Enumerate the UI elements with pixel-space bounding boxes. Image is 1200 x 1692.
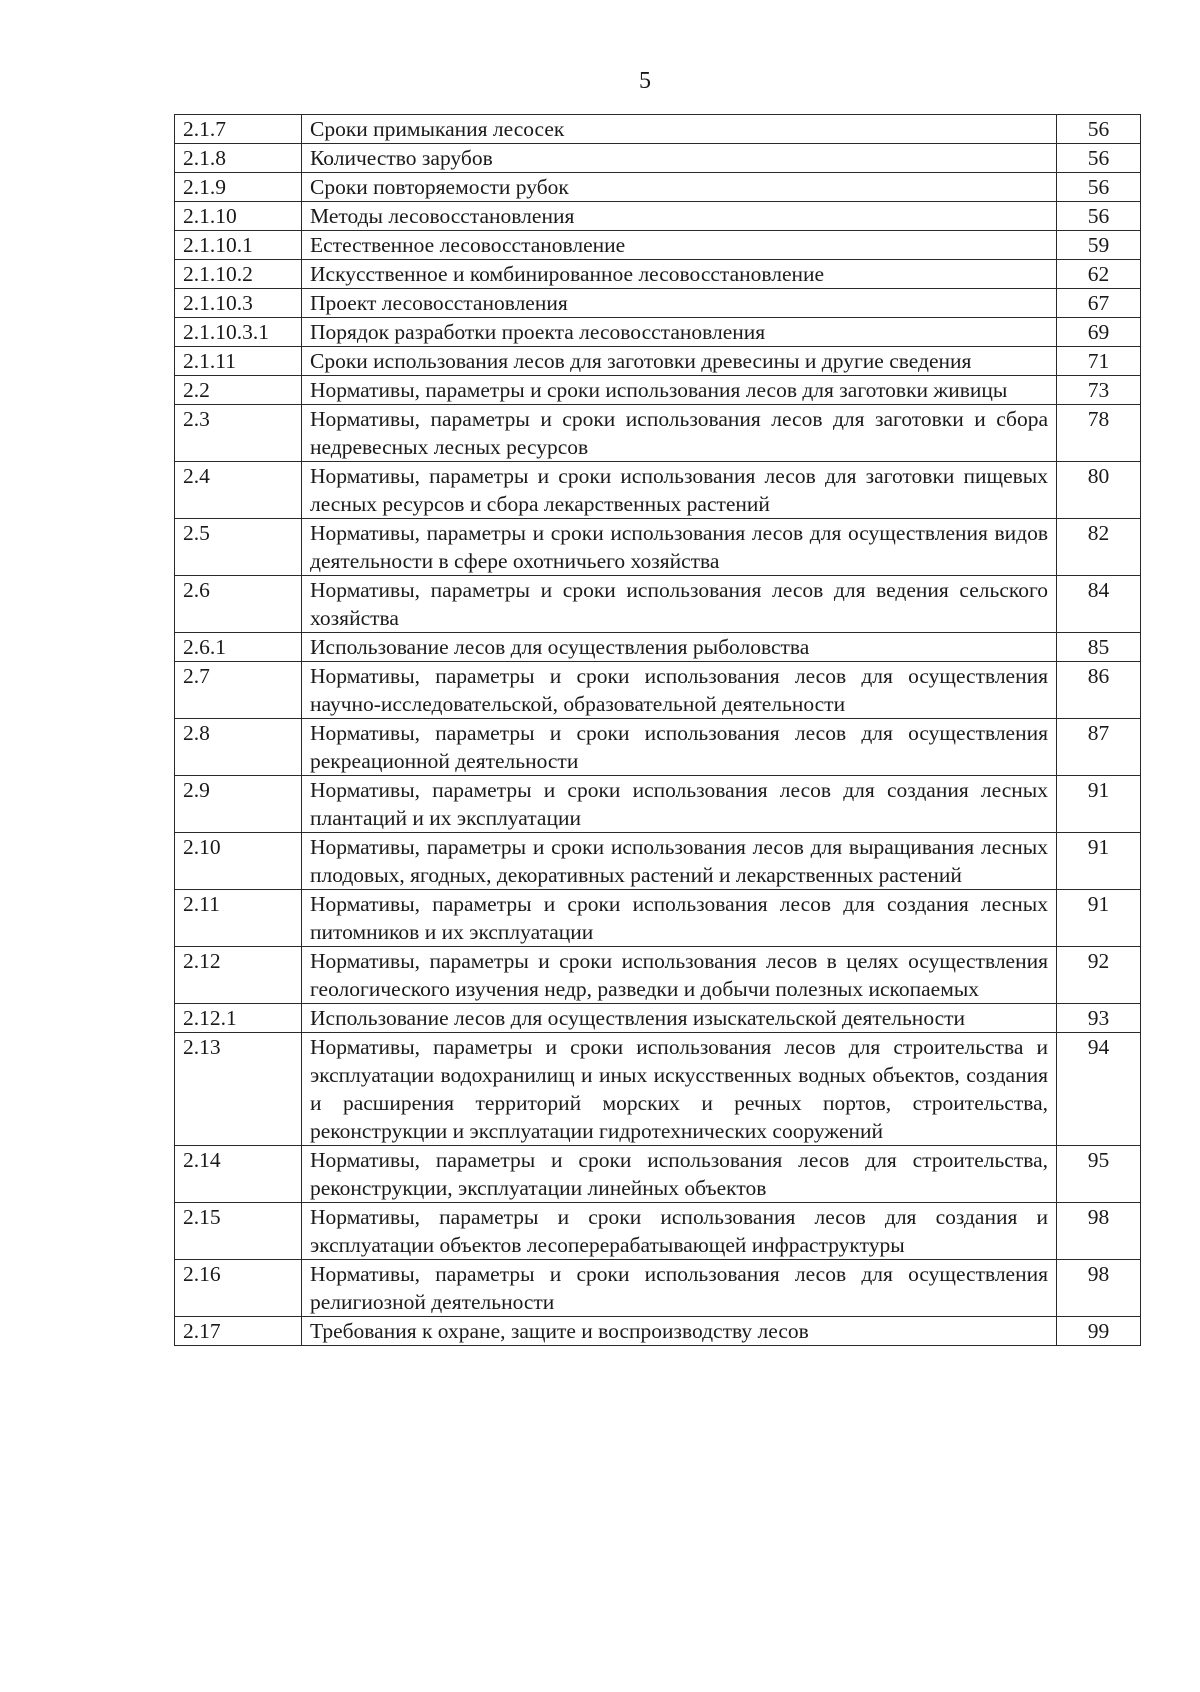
toc-section-number: 2.1.7	[175, 115, 302, 144]
toc-section-number: 2.11	[175, 890, 302, 947]
toc-section-number: 2.1.10	[175, 202, 302, 231]
toc-section-number: 2.8	[175, 719, 302, 776]
toc-row	[175, 405, 1141, 462]
toc-row	[175, 776, 1141, 833]
toc-section-number: 2.15	[175, 1203, 302, 1260]
toc-page-number: 59	[1057, 231, 1141, 260]
toc-section-number: 2.17	[175, 1317, 302, 1346]
toc-row	[175, 1317, 1141, 1346]
toc-section-number: 2.1.10.3.1	[175, 318, 302, 347]
toc-section-title: Требования к охране, защите и воспроизводству лесов	[302, 1317, 1057, 1346]
toc-section-title: Нормативы, параметры и сроки использования лесов для осуществления научно-исследовательской, образовательной деятельности	[302, 662, 1057, 719]
toc-page-number: 56	[1057, 115, 1141, 144]
toc-page-number: 91	[1057, 890, 1141, 947]
toc-row	[175, 173, 1141, 202]
toc-page-number: 86	[1057, 662, 1141, 719]
toc-section-number: 2.9	[175, 776, 302, 833]
toc-row	[175, 202, 1141, 231]
toc-row	[175, 633, 1141, 662]
toc-page-number: 98	[1057, 1203, 1141, 1260]
toc-page-number: 91	[1057, 776, 1141, 833]
toc-row	[175, 1260, 1141, 1317]
toc-section-number: 2.1.10.2	[175, 260, 302, 289]
toc-body	[175, 115, 1141, 1346]
toc-page-number: 94	[1057, 1033, 1141, 1146]
toc-section-title: Использование лесов для осуществления рыболовства	[302, 633, 1057, 662]
toc-row	[175, 144, 1141, 173]
toc-row	[175, 890, 1141, 947]
toc-section-title: Сроки использования лесов для заготовки древесины и другие сведения	[302, 347, 1057, 376]
toc-section-number: 2.10	[175, 833, 302, 890]
toc-section-number: 2.1.9	[175, 173, 302, 202]
toc-table	[174, 114, 1141, 1346]
toc-row	[175, 576, 1141, 633]
toc-section-number: 2.14	[175, 1146, 302, 1203]
toc-section-number: 2.6.1	[175, 633, 302, 662]
toc-page-number: 73	[1057, 376, 1141, 405]
toc-section-title: Проект лесовосстановления	[302, 289, 1057, 318]
toc-section-title: Нормативы, параметры и сроки использования лесов в целях осуществления геологического изучения недр, разведки и добычи полезных ископаемых	[302, 947, 1057, 1004]
toc-section-title: Нормативы, параметры и сроки использования лесов для создания и эксплуатации объектов лесоперерабатывающей инфраструктуры	[302, 1203, 1057, 1260]
toc-section-title: Использование лесов для осуществления изыскательской деятельности	[302, 1004, 1057, 1033]
toc-section-title: Методы лесовосстановления	[302, 202, 1057, 231]
toc-section-title: Сроки повторяемости рубок	[302, 173, 1057, 202]
toc-page-number: 91	[1057, 833, 1141, 890]
toc-row	[175, 462, 1141, 519]
toc-section-title: Нормативы, параметры и сроки использования лесов для выращивания лесных плодовых, ягодных, декоративных растений и лекарственных растений	[302, 833, 1057, 890]
toc-row	[175, 1033, 1141, 1146]
toc-section-title: Нормативы, параметры и сроки использования лесов для ведения сельского хозяйства	[302, 576, 1057, 633]
toc-section-number: 2.2	[175, 376, 302, 405]
toc-page-number: 98	[1057, 1260, 1141, 1317]
toc-page-number: 56	[1057, 202, 1141, 231]
toc-row	[175, 519, 1141, 576]
toc-row	[175, 719, 1141, 776]
toc-section-title: Нормативы, параметры и сроки использования лесов для создания лесных питомников и их эксплуатации	[302, 890, 1057, 947]
toc-section-title: Нормативы, параметры и сроки использования лесов для строительства, реконструкции, эксплуатации линейных объектов	[302, 1146, 1057, 1203]
toc-section-title: Порядок разработки проекта лесовосстановления	[302, 318, 1057, 347]
toc-section-number: 2.4	[175, 462, 302, 519]
toc-row	[175, 662, 1141, 719]
toc-section-title: Нормативы, параметры и сроки использования лесов для осуществления рекреационной деятельности	[302, 719, 1057, 776]
toc-page-number: 78	[1057, 405, 1141, 462]
toc-page-number: 95	[1057, 1146, 1141, 1203]
toc-row	[175, 347, 1141, 376]
toc-section-number: 2.3	[175, 405, 302, 462]
toc-row	[175, 318, 1141, 347]
toc-page-number: 62	[1057, 260, 1141, 289]
toc-section-number: 2.13	[175, 1033, 302, 1146]
toc-row	[175, 1004, 1141, 1033]
toc-page-number: 93	[1057, 1004, 1141, 1033]
toc-section-title: Естественное лесовосстановление	[302, 231, 1057, 260]
toc-row	[175, 260, 1141, 289]
page-number: 5	[639, 68, 651, 94]
toc-row	[175, 833, 1141, 890]
toc-page-number: 92	[1057, 947, 1141, 1004]
toc-page-number: 56	[1057, 173, 1141, 202]
toc-page-number: 69	[1057, 318, 1141, 347]
toc-section-title: Нормативы, параметры и сроки использования лесов для создания лесных плантаций и их эксплуатации	[302, 776, 1057, 833]
toc-section-title: Нормативы, параметры и сроки использования лесов для заготовки живицы	[302, 376, 1057, 405]
toc-section-number: 2.12.1	[175, 1004, 302, 1033]
toc-section-number: 2.1.8	[175, 144, 302, 173]
toc-section-title: Нормативы, параметры и сроки использования лесов для заготовки и сбора недревесных лесных ресурсов	[302, 405, 1057, 462]
toc-section-title: Нормативы, параметры и сроки использования лесов для строительства и эксплуатации водохранилищ и иных искусственных водных объектов, создания и расширения территорий морских и речных портов, строительства, реконструкции и эксплуатации гидротехнических сооружений	[302, 1033, 1057, 1146]
toc-row	[175, 231, 1141, 260]
toc-section-number: 2.1.11	[175, 347, 302, 376]
toc-page-number: 99	[1057, 1317, 1141, 1346]
toc-row	[175, 115, 1141, 144]
toc-section-title: Нормативы, параметры и сроки использования лесов для осуществления религиозной деятельности	[302, 1260, 1057, 1317]
toc-section-number: 2.5	[175, 519, 302, 576]
toc-row	[175, 376, 1141, 405]
toc-section-number: 2.12	[175, 947, 302, 1004]
toc-page-number: 87	[1057, 719, 1141, 776]
toc-page-number: 71	[1057, 347, 1141, 376]
toc-row	[175, 289, 1141, 318]
toc-section-title: Нормативы, параметры и сроки использования лесов для осуществления видов деятельности в сфере охотничьего хозяйства	[302, 519, 1057, 576]
toc-page-number: 82	[1057, 519, 1141, 576]
toc-page-number: 67	[1057, 289, 1141, 318]
toc-section-number: 2.6	[175, 576, 302, 633]
toc-section-title: Нормативы, параметры и сроки использования лесов для заготовки пищевых лесных ресурсов и сбора лекарственных растений	[302, 462, 1057, 519]
toc-section-title: Количество зарубов	[302, 144, 1057, 173]
toc-section-number: 2.16	[175, 1260, 302, 1317]
toc-section-number: 2.1.10.1	[175, 231, 302, 260]
toc-page-number: 56	[1057, 144, 1141, 173]
toc-page-number: 85	[1057, 633, 1141, 662]
toc-page-number: 80	[1057, 462, 1141, 519]
toc-page-number: 84	[1057, 576, 1141, 633]
toc-row	[175, 947, 1141, 1004]
toc-section-number: 2.7	[175, 662, 302, 719]
toc-section-number: 2.1.10.3	[175, 289, 302, 318]
toc-section-title: Искусственное и комбинированное лесовосстановление	[302, 260, 1057, 289]
toc-row	[175, 1146, 1141, 1203]
toc-section-title: Сроки примыкания лесосек	[302, 115, 1057, 144]
toc-row	[175, 1203, 1141, 1260]
